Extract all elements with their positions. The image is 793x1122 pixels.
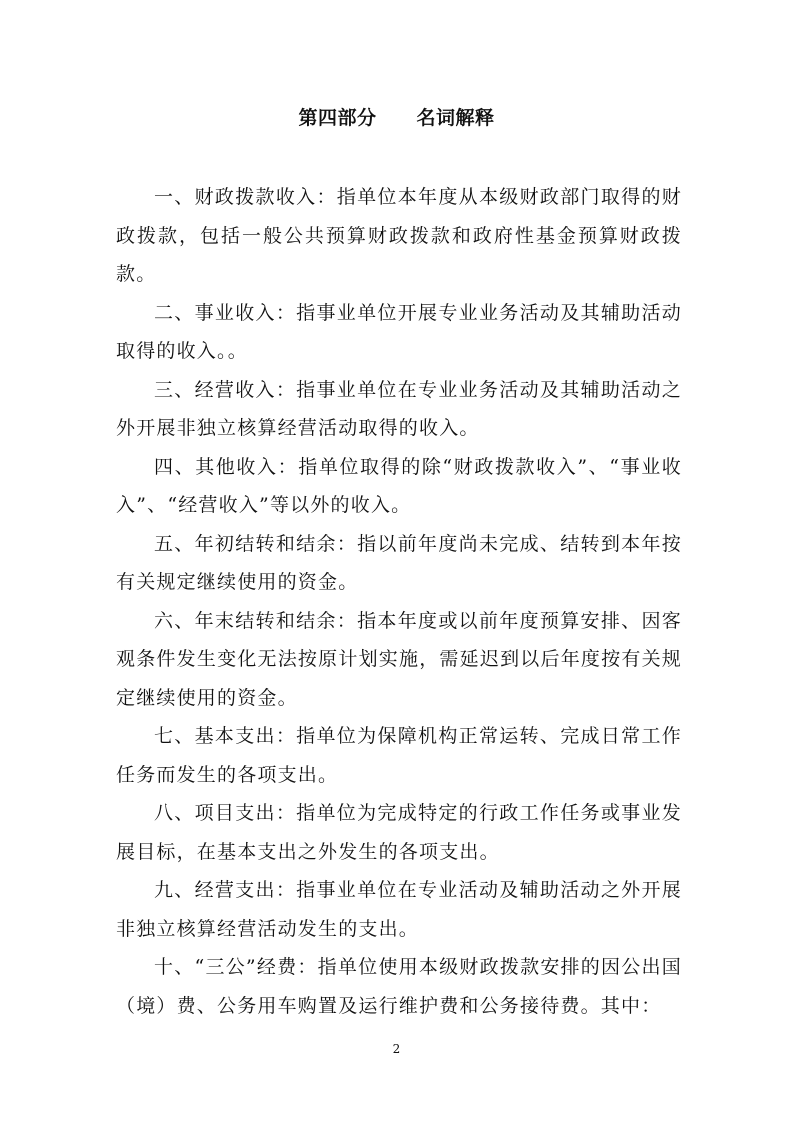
section-title: 名词解释 — [416, 107, 495, 129]
definition-paragraph: 九、经营支出：指事业单位在专业活动及辅助活动之外开展非独立核算经营活动发生的支出。 — [116, 879, 682, 940]
definitions-body — [116, 178, 682, 1025]
definition-paragraph: 一、财政拨款收入：指单位本年度从本级财政部门取得的财政拨款，包括一般公共预算财政拨款和政府性基金预算财政拨款。 — [116, 186, 682, 285]
definition-paragraph: 四、其他收入：指单位取得的除“财政拨款收入”、“事业收入”、“经营收入”等以外的收入。 — [116, 455, 682, 516]
definition-paragraph: 三、经营收入：指事业单位在专业业务活动及其辅助活动之外开展非独立核算经营活动取得的收入。 — [116, 378, 682, 439]
definition-paragraph: 十、“三公”经费：指单位使用本级财政拨款安排的因公出国（境）费、公务用车购置及运行维护费和公务接待费。其中： — [116, 956, 682, 1017]
definition-paragraph: 五、年初结转和结余：指以前年度尚未完成、结转到本年按有关规定继续使用的资金。 — [116, 532, 682, 593]
section-heading — [0, 103, 793, 130]
definition-paragraph: 七、基本支出：指单位为保障机构正常运转、完成日常工作任务而发生的各项支出。 — [116, 725, 682, 786]
definition-paragraph: 二、事业收入：指事业单位开展专业业务活动及其辅助活动取得的收入。。 — [116, 301, 682, 362]
section-part-label: 第四部分 — [298, 107, 377, 129]
definition-paragraph: 八、项目支出：指单位为完成特定的行政工作任务或事业发展目标，在基本支出之外发生的各项支出。 — [116, 802, 682, 863]
page-number: 2 — [392, 1042, 401, 1056]
definition-paragraph: 六、年末结转和结余：指本年度或以前年度预算安排、因客观条件发生变化无法按原计划实施，需延迟到以后年度按有关规定继续使用的资金。 — [116, 609, 682, 709]
